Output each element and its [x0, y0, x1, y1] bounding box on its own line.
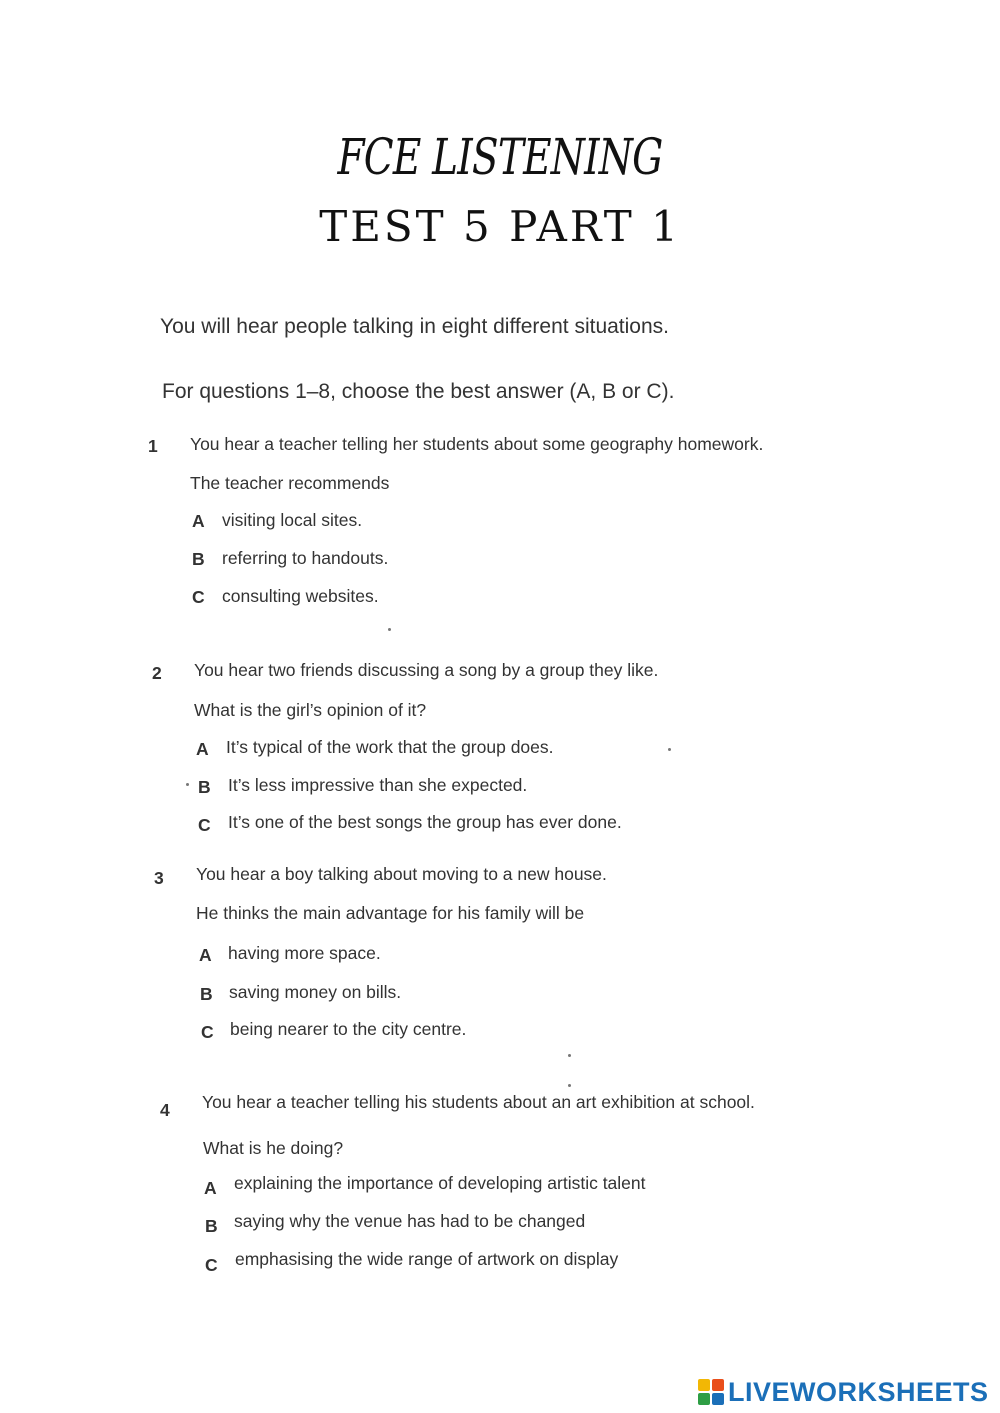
option-text: saving money on bills. [229, 982, 402, 1002]
option-text: It’s less impressive than she expected. [228, 775, 528, 795]
question-prompt: What is the girl’s opinion of it? [194, 700, 427, 720]
question-situation: You hear two friends discussing a song by a group they like. [194, 660, 659, 680]
liveworksheets-watermark [698, 1374, 989, 1410]
option-letter: B [205, 1216, 218, 1236]
page-title-line1: FCE LISTENING [337, 128, 663, 186]
intro-text-1: You will hear people talking in eight different situations. [160, 315, 670, 338]
option-text: consulting websites. [222, 586, 379, 606]
question-prompt: What is he doing? [203, 1138, 344, 1158]
question-number: 2 [152, 663, 162, 683]
scan-speck [388, 628, 391, 631]
option-text: It’s typical of the work that the group does. [226, 737, 554, 757]
option-letter: B [192, 549, 205, 569]
option-letter: C [198, 815, 211, 835]
question-number: 4 [160, 1100, 170, 1120]
option-letter: A [192, 511, 205, 531]
option-letter: B [200, 984, 213, 1004]
question-situation: You hear a teacher telling her students about some geography homework. [190, 434, 764, 454]
question-situation: You hear a teacher telling his students about an art exhibition at school. [202, 1092, 755, 1112]
option-letter: A [204, 1178, 217, 1198]
option-letter: C [192, 587, 205, 607]
question-prompt: The teacher recommends [190, 473, 390, 493]
option-text: It’s one of the best songs the group has ever done. [228, 812, 622, 832]
page-title-line2: TEST 5 PART 1 [319, 202, 681, 251]
option-letter: B [198, 777, 211, 797]
scan-speck [186, 783, 189, 786]
option-text: visiting local sites. [222, 510, 363, 530]
question-situation: You hear a boy talking about moving to a new house. [196, 864, 607, 884]
scan-speck [668, 748, 671, 751]
liveworksheets-logo-icon [698, 1379, 724, 1405]
option-letter: C [201, 1022, 214, 1042]
option-text: having more space. [228, 943, 381, 963]
option-letter: A [199, 945, 212, 965]
intro-text-2: For questions 1–8, choose the best answer (A, B or C). [162, 380, 675, 403]
option-text: saying why the venue has had to be changed [234, 1211, 586, 1231]
option-text: emphasising the wide range of artwork on display [235, 1249, 619, 1269]
scan-speck [568, 1054, 571, 1057]
question-number: 1 [148, 436, 158, 456]
option-text: being nearer to the city centre. [230, 1019, 467, 1039]
brand-text: LIVEWORKSHEETS [728, 1376, 989, 1407]
option-text: explaining the importance of developing artistic talent [234, 1173, 646, 1193]
question-number: 3 [154, 868, 164, 888]
question-prompt: He thinks the main advantage for his family will be [196, 903, 585, 923]
scan-speck [568, 1084, 571, 1087]
option-text: referring to handouts. [222, 548, 389, 568]
option-letter: A [196, 739, 209, 759]
option-letter: C [205, 1255, 218, 1275]
